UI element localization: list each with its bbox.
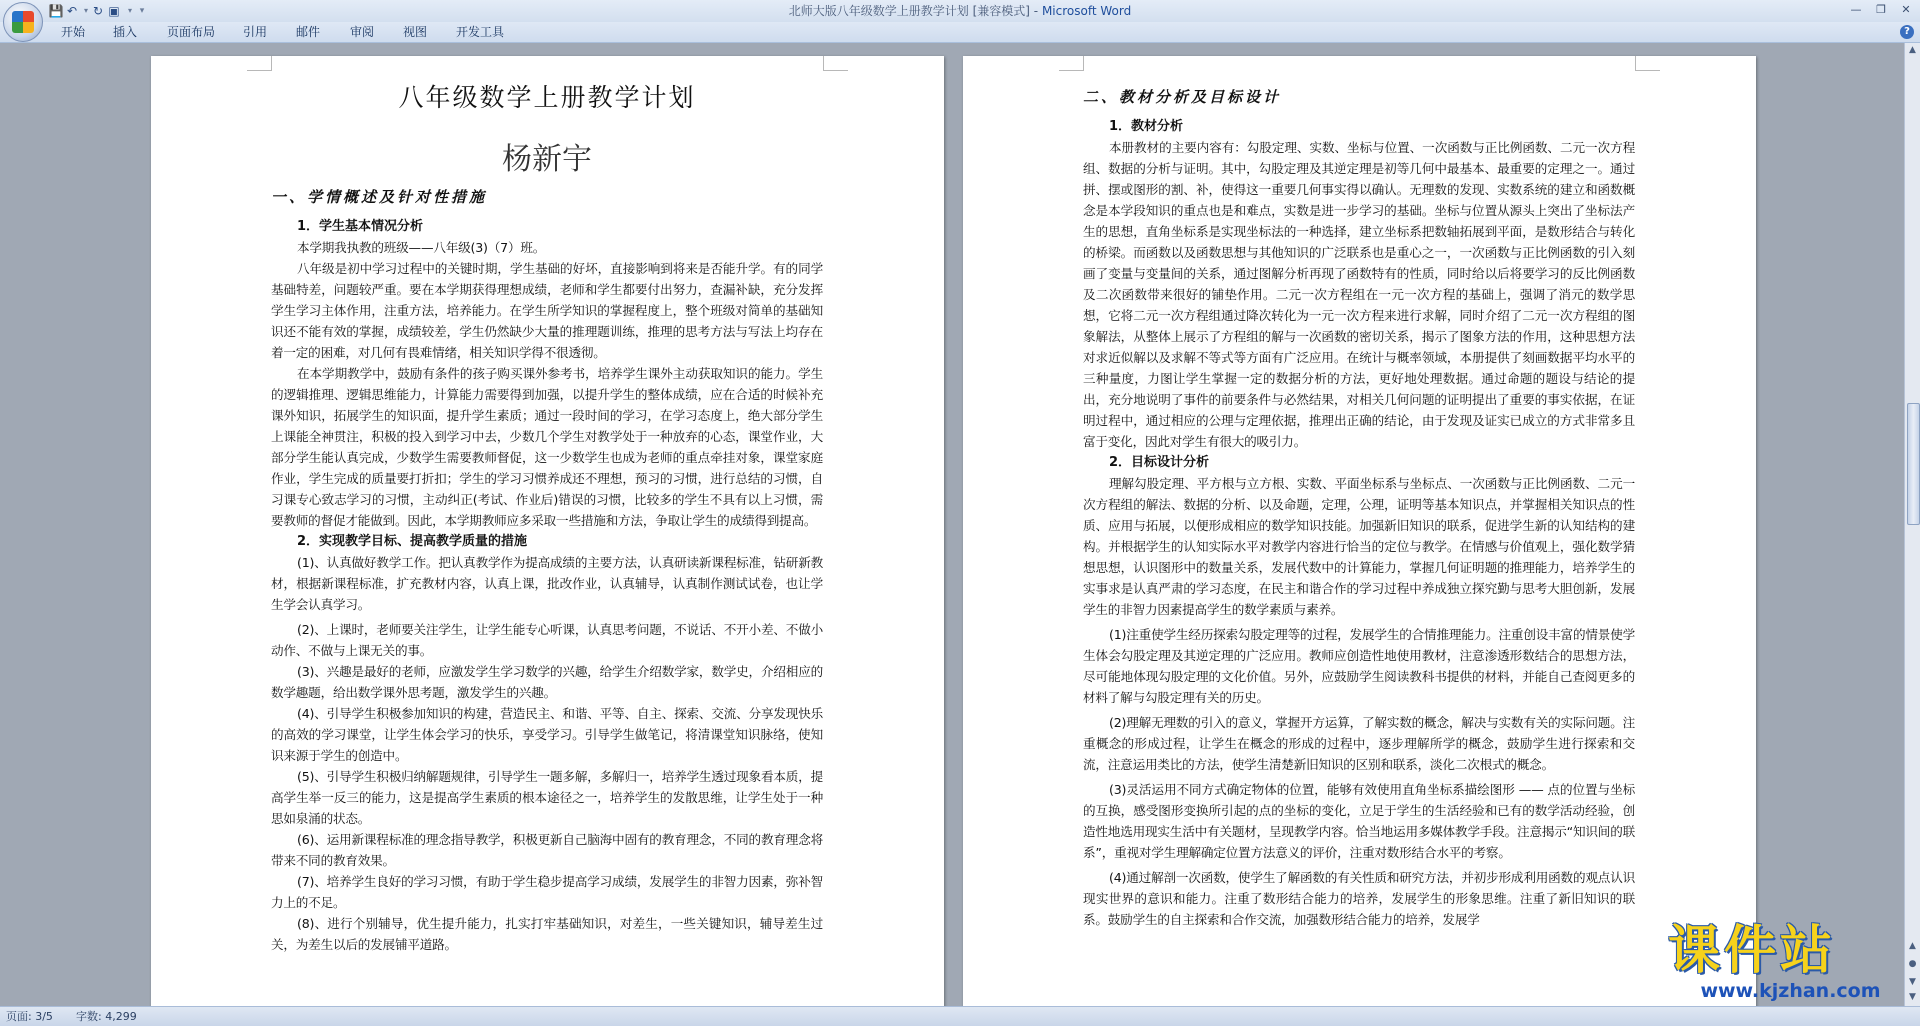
page-right-content[interactable]: [1083, 82, 1635, 930]
redo-icon[interactable]: ↻: [92, 4, 104, 18]
paragraph: 八年级是初中学习过程中的关键时期，学生基础的好坏，直接影响到将来是否能升学。有的同学基础特差，问题较严重。要在本学期获得理想成绩，老师和学生都要付出努力，查漏补缺，充分发挥学生学习主体作用，注重方法，培养能力。在学生所学知识的掌握程度上，整个班级对简单的基础知识还不能有效的掌握，成绩较差，学生仍然缺少大量的推理题训练，推理的思考方法与写法上均存在着一定的困难，对几何有畏难情绪，相关知识学得不很透彻。: [271, 261, 823, 360]
list-paragraph: (8)、进行个别辅导，优生提升能力，扎实打牢基础知识，对差生，一些关键知识，辅导差生过关，为差生以后的发展铺平道路。: [271, 916, 823, 952]
list-paragraph: (2)、上课时，老师要关注学生，让学生能专心听课，认真思考问题，不说话、不开小差、不做小动作、不做与上课无关的事。: [271, 622, 823, 658]
print-preview-icon[interactable]: ▣: [108, 4, 120, 18]
word-count[interactable]: 字数: 4,299: [76, 1010, 137, 1023]
paragraph: 理解勾股定理、平方根与立方根、实数、平面坐标系与坐标点、一次函数与正比例函数、二元一次方程组的解法、数据的分析、以及命题，定理，公理，证明等基本知识点，并掌握相关知识点的性质、应用与拓展，以便形成相应的数学知识技能。加强新旧知识的联系，促进学生新的认知结构的建构。并根据学生的认知实际水平对教学内容进行恰当的定位与教学。在情感与价值观上，强化数学猜想思想，认识图形中的数量关系，发展代数中的计算能力，掌握几何证明题的推理能力，培养学生的实事求是认真严肃的学习态度，在民主和谐合作的学习过程中养成独立探究勤与思考大胆创新，发展学生的非智力因素提高学生的数学素质与素养。: [1083, 476, 1635, 617]
page-left-content[interactable]: [271, 70, 823, 955]
section-heading: 二、教材分析及目标设计: [1083, 88, 1282, 106]
document-title: 北师大版八年级数学上册教学计划 [兼容模式]: [788, 4, 1030, 18]
title-separator: -: [1029, 4, 1042, 18]
undo-dropdown-icon[interactable]: ▾: [83, 6, 88, 15]
close-icon[interactable]: ✕: [1901, 3, 1911, 16]
watermark-text: 课件站: [1668, 921, 1837, 981]
section-heading: 一、学情概述及针对性措施: [271, 188, 488, 206]
tab-mailings[interactable]: 邮件: [296, 25, 321, 39]
help-icon[interactable]: ?: [1900, 25, 1914, 39]
subsection-heading: 2．实现教学目标、提高教学质量的措施: [297, 534, 528, 549]
document-area: [0, 43, 1905, 1006]
paragraph: 本学期我执教的班级——八年级(3)（7）班。: [297, 240, 546, 255]
title-bar: [0, 0, 1920, 22]
tab-page-layout[interactable]: 页面布局: [167, 25, 216, 39]
page-indicator[interactable]: 页面: 3/5: [6, 1010, 53, 1023]
office-button[interactable]: [3, 2, 43, 42]
window-title: [0, 0, 1920, 22]
page-left: [151, 56, 944, 1006]
margin-corner-mark: [247, 56, 272, 71]
subsection-heading: 1．教材分析: [1109, 119, 1184, 134]
tab-home[interactable]: 开始: [61, 25, 86, 39]
restore-icon[interactable]: ❐: [1876, 3, 1886, 16]
page-right: [963, 56, 1756, 1006]
subsection-heading: 2．目标设计分析: [1109, 455, 1210, 470]
next-page-icon[interactable]: ▼: [1909, 977, 1916, 987]
print-dropdown-icon[interactable]: ▾: [127, 6, 132, 15]
list-paragraph: (6)、运用新课程标准的理念指导教学，积极更新自己脑海中固有的教育理念，不同的教育理念将带来不同的教育效果。: [271, 832, 823, 868]
list-paragraph: (4)通过解剖一次函数，使学生了解函数的有关性质和研究方法，并初步形成利用函数的观点认识现实世界的意识和能力。注重了数形结合能力的培养，发展学生的形象思维。注重了新旧知识的联系。鼓励学生的自主探索和合作交流，加强数形结合能力的培养，发展学: [1083, 870, 1635, 927]
margin-corner-mark: [1059, 56, 1084, 71]
status-bar: [0, 1006, 1920, 1026]
ribbon-tab-bar: [0, 22, 1920, 43]
margin-corner-mark: [1635, 56, 1660, 71]
app-name: Microsoft Word: [1041, 4, 1132, 18]
scroll-up-icon[interactable]: ▲: [1909, 45, 1916, 55]
list-paragraph: (2)理解无理数的引入的意义，掌握开方运算，了解实数的概念，解决与实数有关的实际问题。注重概念的形成过程，让学生在概念的形成的过程中，逐步理解所学的概念，鼓励学生进行探索和交流，注意运用类比的方法，使学生清楚新旧知识的区别和联系，淡化二次根式的概念。: [1083, 715, 1635, 772]
previous-page-icon[interactable]: ▲: [1909, 941, 1916, 951]
document-heading: 八年级数学上册教学计划: [398, 83, 696, 112]
save-icon[interactable]: 💾: [48, 4, 64, 18]
office-logo-icon: [12, 11, 34, 33]
scroll-down-icon[interactable]: ▼: [1909, 992, 1916, 1002]
tab-references[interactable]: 引用: [243, 25, 268, 39]
author-name: 杨新宇: [502, 142, 592, 177]
list-paragraph: (1)注重使学生经历探索勾股定理等的过程，发展学生的合情推理能力。注重创设丰富的情景使学生体会勾股定理及其逆定理的广泛应用。教师应创造性地使用教材，注意渗透形数结合的思想方法，尽可能地体现勾股定理的文化价值。另外，应鼓励学生阅读教科书提供的材料，并能自己查阅更多的材料了解与勾股定理有关的历史。: [1083, 627, 1635, 705]
subsection-heading: 1．学生基本情况分析: [297, 219, 424, 234]
tab-insert[interactable]: 插入: [113, 25, 138, 39]
paragraph: 本册教材的主要内容有：勾股定理、实数、坐标与位置、一次函数与正比例函数、二元一次方程组、数据的分析与证明。其中，勾股定理及其逆定理是初等几何中最基本、最重要的定理之一。通过拼、摆或图形的割、补，使得这一重要几何事实得以确认。无理数的发现、实数系统的建立和函数概念是本学段知识的重点也是和难点，实数是进一步学习的基础。坐标与位置从源头上突出了坐标法产生的思想，直角坐标系是实现坐标法的一种选择，建立坐标系把数轴拓展到平面，是数形结合与转化的桥梁。而函数以及函数思想与其他知识的广泛联系也是重心之一，一次函数与正比例函数的引入刻画了变量与变量间的关系，通过图解分析再现了函数特有的性质，同时给以后将要学习的反比例函数及二次函数带来很好的铺垫作用。二元一次方程组在一元一次方程的基础上，强调了消元的数学思想，它将二元一次方程组通过降次转化为一元一次方程来进行求解，同时介绍了二元一次方程组的图象解法，从整体上展示了方程组的解与一次函数的密切关系，揭示了图象方法的作用，这种思想方法对求近似解以及求解不等式等方面有广泛应用。在统计与概率领域，本册提供了刻画数据平均水平的三种量度，力图让学生掌握一定的数据分析的方法，更好地处理数据。通过命题的题设与结论的提出，充分地说明了事件的前要条件与必然结果，对相关几何问题的证明提出了重要的事实依据，在证明过程中，通过相应的公理与定理依据，推理出正确的结论，由于发现及证实已成立的方式非常多且富于变化，因此对学生有很大的吸引力。: [1083, 140, 1635, 449]
list-paragraph: (3)灵活运用不同方式确定物体的位置，能够有效使用直角坐标系描绘图形 —— 点的位置与坐标的互换，感受图形变换所引起的点的坐标的变化，立足于学生的生活经验和已有的数学活动经验，创造性地选用现实生活中有关题材，呈现教学内容。恰当地运用多媒体教学手段。注意揭示“知识间的联系”，重视对学生理解确定位置方法意义的评价，注重对数形结合水平的考察。: [1083, 782, 1635, 860]
browse-object-icon[interactable]: ●: [1908, 959, 1917, 969]
list-paragraph: (7)、培养学生良好的学习习惯，有助于学生稳步提高学习成绩，发展学生的非智力因素，弥补智力上的不足。: [271, 874, 823, 910]
tab-developer[interactable]: 开发工具: [456, 25, 505, 39]
customize-toolbar-icon[interactable]: ▾: [139, 6, 145, 16]
list-paragraph: (3)、兴趣是最好的老师，应激发学生学习数学的兴趣，给学生介绍数学家，数学史，介绍相应的数学趣题，给出数学课外思考题，激发学生的兴趣。: [271, 664, 823, 700]
minimize-icon[interactable]: —: [1850, 3, 1862, 16]
undo-icon[interactable]: ↶: [66, 4, 78, 18]
paragraph: 在本学期教学中，鼓励有条件的孩子购买课外参考书，培养学生课外主动获取知识的能力。学生的逻辑推理、逻辑思维能力，计算能力需要得到加强，以提升学生的整体成绩，应在合适的时候补充课外知识，拓展学生的知识面，提升学生素质；通过一段时间的学习，在学习态度上，绝大部分学生上课能全神贯注，积极的投入到学习中去，少数几个学生对教学处于一种放弃的心态，课堂作业，大部分学生能认真完成，少数学生需要教师督促，这一少数学生也成为老师的重点牵挂对象，课堂家庭作业，学生完成的质量要打折扣；学生的学习习惯养成还不理想，预习的习惯，进行总结的习惯，自习课专心致志学习的习惯，主动纠正(考试、作业后)错误的习惯，比较多的学生不具有以上习惯，需要教师的督促才能做到。因此，本学期教师应多采取一些措施和方法，争取让学生的成绩得到提高。: [271, 366, 823, 528]
scrollbar-thumb[interactable]: [1907, 403, 1920, 525]
list-paragraph: (1)、认真做好教学工作。把认真教学作为提高成绩的主要方法，认真研读新课程标准，钻研新教材，根据新课程标准，扩充教材内容，认真上课，批改作业，认真辅导，认真制作测试试卷，也让学生学会认真学习。: [271, 555, 823, 612]
watermark-url: www.kjzhan.com: [1700, 980, 1881, 1002]
list-paragraph: (5)、引导学生积极归纳解题规律，引导学生一题多解，多解归一，培养学生透过现象看本质，提高学生举一反三的能力，这是提高学生素质的根本途径之一，培养学生的发散思维，让学生处于一种思如泉涌的状态。: [271, 769, 823, 826]
list-paragraph: (4)、引导学生积极参加知识的构建，营造民主、和谐、平等、自主、探索、交流、分享发现快乐的高效的学习课堂，让学生体会学习的快乐，享受学习。引导学生做笔记，将清课堂知识脉络，使知识来源于学生的创造中。: [271, 706, 823, 763]
vertical-scrollbar[interactable]: [1904, 43, 1920, 1006]
tab-view[interactable]: 视图: [403, 25, 428, 39]
tab-review[interactable]: 审阅: [350, 25, 375, 39]
watermark-logo: [1668, 922, 1913, 1007]
margin-corner-mark: [823, 56, 848, 71]
